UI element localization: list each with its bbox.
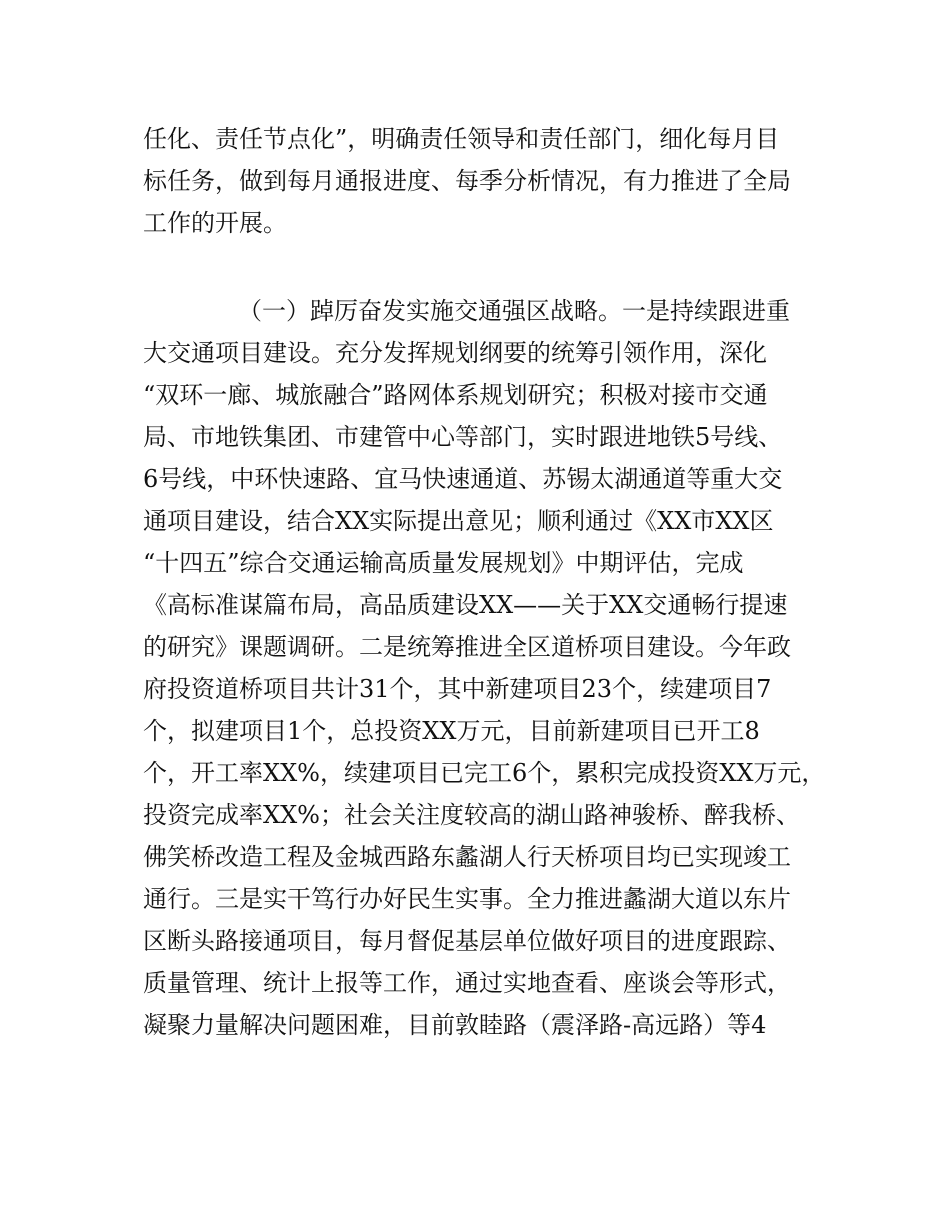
paragraph-2-line-9: 的研究》课题调研。二是统筹推进全区道桥项目建设。今年政 <box>143 633 791 661</box>
paragraph-2-line-15: 通行。三是实干笃行办好民生实事。全力推进蠡湖大道以东片 <box>143 885 791 913</box>
paragraph-2-line-16: 区断头路接通项目，每月督促基层单位做好项目的进度跟踪、 <box>143 927 791 955</box>
paragraph-1-line-1: 任化、责任节点化”，明确责任领导和责任部门，细化每月目 <box>143 125 780 153</box>
paragraph-1-line-2: 标任务，做到每月通报进度、每季分析情况，有力推进了全局 <box>143 167 791 195</box>
paragraph-2-line-12: 个，开工率XX%，续建项目已完工6个，累积完成投资XX万元， <box>143 759 826 787</box>
paragraph-2-line-2: 大交通项目建设。充分发挥规划纲要的统筹引领作用，深化 <box>143 339 767 367</box>
paragraph-2-line-11: 个，拟建项目1个，总投资XX万元，目前新建项目已开工8 <box>143 717 760 745</box>
paragraph-2-line-10: 府投资道桥项目共计31个，其中新建项目23个，续建项目7 <box>143 675 772 703</box>
paragraph-2-line-4: 局、市地铁集团、市建管中心等部门，实时跟进地铁5号线、 <box>143 423 783 451</box>
paragraph-2-line-17: 质量管理、统计上报等工作，通过实地查看、座谈会等形式， <box>143 969 791 997</box>
paragraph-2-line-5: 6号线，中环快速路、宜马快速通道、苏锡太湖通道等重大交 <box>143 465 783 493</box>
paragraph-2-line-6: 通项目建设，结合XX实际提出意见；顺利通过《XX市XX区 <box>143 507 774 535</box>
paragraph-2-line-14: 佛笑桥改造工程及金城西路东蠡湖人行天桥项目均已实现竣工 <box>143 843 791 871</box>
paragraph-2-line-13: 投资完成率XX%；社会关注度较高的湖山路神骏桥、醉我桥、 <box>143 801 800 829</box>
paragraph-2-line-8: 《高标准谋篇布局，高品质建设XX——关于XX交通畅行提速 <box>143 591 788 619</box>
paragraph-1-line-3: 工作的开展。 <box>143 209 287 237</box>
paragraph-2-line-18: 凝聚力量解决问题困难，目前敦睦路（震泽路-高远路）等4 <box>143 1011 767 1039</box>
paragraph-2-line-3: “双环一廊、城旅融合”路网体系规划研究；积极对接市交通 <box>143 381 768 409</box>
paragraph-2-line-7: “十四五”综合交通运输高质量发展规划》中期评估，完成 <box>143 549 744 577</box>
paragraph-2-line-1: （一）踔厉奋发实施交通强区战略。一是持续跟进重 <box>238 297 790 325</box>
